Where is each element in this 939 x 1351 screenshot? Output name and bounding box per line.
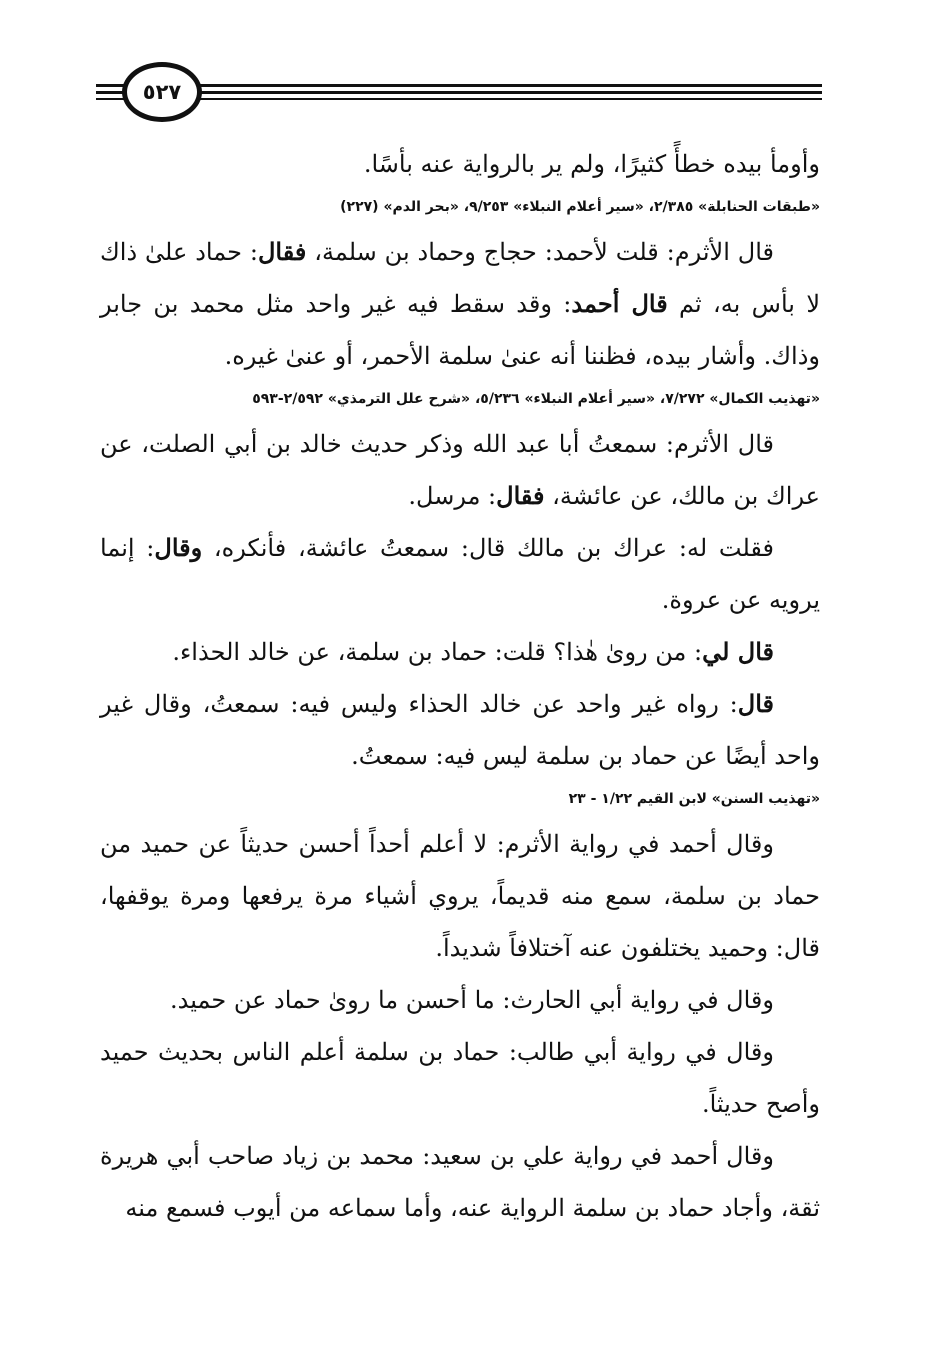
bold-phrase: فقال bbox=[257, 237, 307, 266]
text-run: فقلت له: عراك بن مالك قال: سمعتُ عائشة، فأنكره، bbox=[202, 534, 775, 562]
text-run: : حماد علىٰ ذاك لا بأس به، ثم bbox=[100, 238, 821, 318]
header-rule bbox=[96, 84, 822, 87]
page-header bbox=[96, 62, 822, 132]
text-run: : مرسل. bbox=[408, 482, 497, 510]
bold-phrase: قال لي bbox=[702, 637, 774, 666]
header-rule bbox=[96, 91, 822, 94]
header-rule bbox=[96, 98, 822, 100]
text-run: : رواه غير واحد عن خالد الحذاء وليس فيه: سمعتُ، وقال غير واحد أيضًا عن حماد بن سلمة ليس فيه: سمعتُ. bbox=[100, 690, 820, 770]
text-paragraph: وقال في رواية أبي طالب: حماد بن سلمة أعلم الناس بحديث حميد وأصح حديثاً. bbox=[100, 1038, 820, 1118]
text-paragraph: وقال أحمد في رواية علي بن سعيد: محمد بن زياد صاحب أبي هريرة ثقة، وأجاد حماد بن سلمة الرواية عنه، وأما سماعه من أيوب فسمع منه bbox=[100, 1142, 820, 1222]
source-citation: «طبقات الحنابلة» ٢/٣٨٥، «سير أعلام النبلاء» ٩/٢٥٣، «بحر الدم» (٢٢٧) bbox=[340, 199, 820, 215]
bold-phrase: قال bbox=[737, 689, 774, 718]
bold-phrase: وقال bbox=[154, 533, 203, 562]
source-citation: «تهذيب السنن» لابن القيم ١/٢٢ - ٢٣ bbox=[568, 791, 820, 807]
text-paragraph bbox=[100, 226, 820, 382]
bold-phrase: قال أحمد bbox=[571, 289, 668, 318]
bold-phrase: فقال bbox=[496, 481, 545, 510]
text-run: : إنما يرويه عن عروة. bbox=[100, 534, 820, 614]
text-paragraph: وقال في رواية أبي الحارث: ما أحسن ما روىٰ حماد عن حميد. bbox=[170, 986, 774, 1014]
text-paragraph bbox=[100, 418, 820, 522]
page-body bbox=[100, 138, 820, 1234]
page-number: ٥٢٧ bbox=[122, 62, 202, 122]
text-paragraph bbox=[100, 678, 820, 782]
source-citation: «تهذيب الكمال» ٧/٢٧٢، «سير أعلام النبلاء» ٥/٢٣٦، «شرح علل الترمذي» ٢/٥٩٢-٥٩٣ bbox=[252, 391, 820, 407]
text-paragraph bbox=[100, 626, 820, 678]
text-paragraph bbox=[100, 522, 820, 626]
text-run: قال الأثرم: سمعتُ أبا عبد الله وذكر حديث خالد بن أبي الصلت، عن عراك بن مالك، عن عائشة، bbox=[100, 430, 820, 510]
text-run: قال الأثرم: قلت لأحمد: حجاج وحماد بن سلمة، bbox=[306, 238, 775, 266]
text-paragraph: وأومأ بيده خطأً كثيرًا، ولم ير بالرواية عنه بأسًا. bbox=[363, 150, 820, 178]
text-run: : وقد سقط فيه غير واحد مثل محمد بن جابر وذاك. وأشار بيده، فظننا أنه عنىٰ سلمة الأحمر، أو عنىٰ غيره. bbox=[100, 290, 820, 370]
text-paragraph: وقال أحمد في رواية الأثرم: لا أعلم أحداً أحسن حديثاً عن حميد من حماد بن سلمة، سمع منه قديماً، يروي أشياء مرة يرفعها ومرة يوقفها، قال: وحميد يختلفون عنه آختلافاً شديداً. bbox=[100, 830, 820, 962]
text-run: : من روىٰ هٰذا؟ قلت: حماد بن سلمة، عن خالد الحذاء. bbox=[172, 638, 703, 666]
